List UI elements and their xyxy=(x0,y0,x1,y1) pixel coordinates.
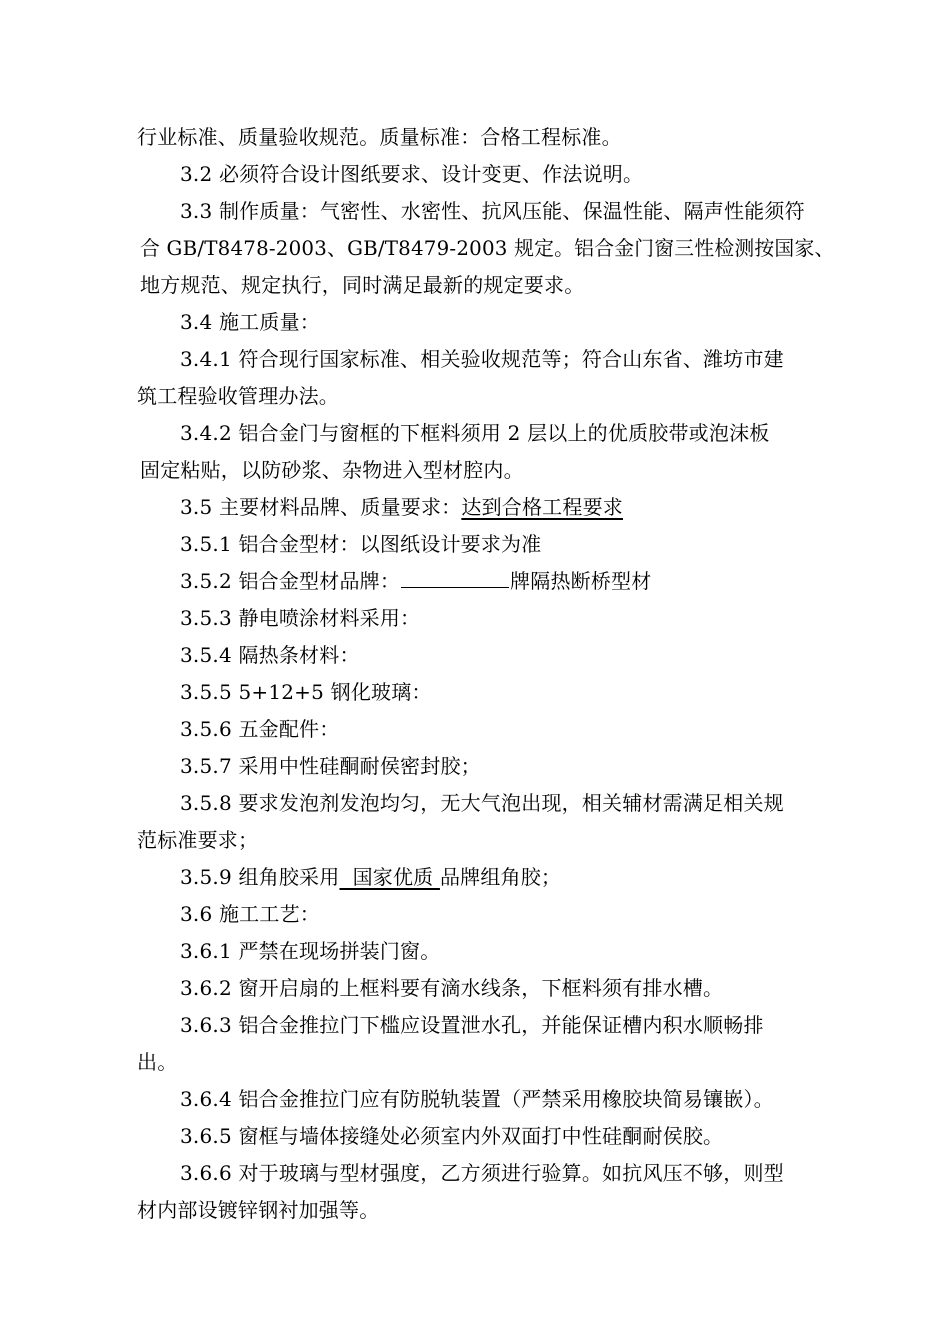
clause-label: 3.5.2 铝合金型材品牌： xyxy=(180,569,401,593)
clause-3-5-4: 3.5.4 隔热条材料： xyxy=(180,643,360,667)
text-line: 地方规范、规定执行，同时满足最新的规定要求。 xyxy=(140,273,585,297)
clause-label: 3.5.9 组角胶采用 xyxy=(180,865,340,889)
text-line: 材内部设镀锌钢衬加强等。 xyxy=(137,1198,380,1222)
clause-3-5-7: 3.5.7 采用中性硅酮耐侯密封胶； xyxy=(180,754,481,778)
clause-3-5-9 xyxy=(180,864,561,890)
clause-3-2: 3.2 必须符合设计图纸要求、设计变更、作法说明。 xyxy=(180,162,644,186)
underlined-brand: 国家优质 xyxy=(339,865,440,889)
fill-in-blank xyxy=(401,569,509,588)
clause-3-6-2: 3.6.2 窗开启扇的上框料要有滴水线条，下框料须有排水槽。 xyxy=(180,976,724,1000)
clause-3-4-2: 3.4.2 铝合金门与窗框的下框料须用 2 层以上的优质胶带或泡沫板 xyxy=(180,421,770,445)
clause-3-3: 3.3 制作质量：气密性、水密性、抗风压能、保温性能、隔声性能须符 xyxy=(180,199,805,223)
text-line: 行业标准、质量验收规范。质量标准：合格工程标准。 xyxy=(137,125,622,149)
clause-3-5-3: 3.5.3 静电喷涂材料采用： xyxy=(180,606,421,630)
clause-3-5-5: 3.5.5 5+12+5 钢化玻璃： xyxy=(180,680,432,704)
clause-3-4-1: 3.4.1 符合现行国家标准、相关验收规范等；符合山东省、潍坊市建 xyxy=(180,347,784,371)
clause-3-4: 3.4 施工质量： xyxy=(180,310,320,334)
clause-3-6-6: 3.6.6 对于玻璃与型材强度，乙方须进行验算。如抗风压不够，则型 xyxy=(180,1161,784,1185)
clause-3-5-1: 3.5.1 铝合金型材：以图纸设计要求为准 xyxy=(180,532,542,556)
clause-3-6-3: 3.6.3 铝合金推拉门下槛应设置泄水孔，并能保证槽内积水顺畅排 xyxy=(180,1013,764,1037)
clause-3-5-2 xyxy=(180,568,651,594)
clause-3-6: 3.6 施工工艺： xyxy=(180,902,320,926)
text-line: 范标准要求； xyxy=(137,828,259,852)
text-line: 合 GB/T8478-2003、GB/T8479-2003 规定。铝合金门窗三性检测按国家、 xyxy=(140,236,835,260)
clause-3-6-5: 3.6.5 窗框与墙体接缝处必须室内外双面打中性硅酮耐侯胶。 xyxy=(180,1124,724,1148)
text-line: 筑工程验收管理办法。 xyxy=(137,384,339,408)
clause-3-6-1: 3.6.1 严禁在现场拼装门窗。 xyxy=(180,939,441,963)
text-line: 出。 xyxy=(137,1050,178,1074)
clause-3-5-8: 3.5.8 要求发泡剂发泡均匀，无大气泡出现，相关辅材需满足相关规 xyxy=(180,791,784,815)
text-line: 固定粘贴，以防砂浆、杂物进入型材腔内。 xyxy=(140,458,524,482)
clause-3-5 xyxy=(180,494,623,520)
clause-label: 3.5 主要材料品牌、质量要求： xyxy=(180,495,462,519)
underlined-requirement: 达到合格工程要求 xyxy=(461,495,623,519)
clause-3-5-6: 3.5.6 五金配件： xyxy=(180,717,340,741)
clause-suffix: 品牌组角胶； xyxy=(439,865,562,889)
clause-suffix: 牌隔热断桥型材 xyxy=(510,569,652,593)
clause-3-6-4: 3.6.4 铝合金推拉门应有防脱轨装置（严禁采用橡胶块简易镶嵌）。 xyxy=(180,1087,774,1111)
